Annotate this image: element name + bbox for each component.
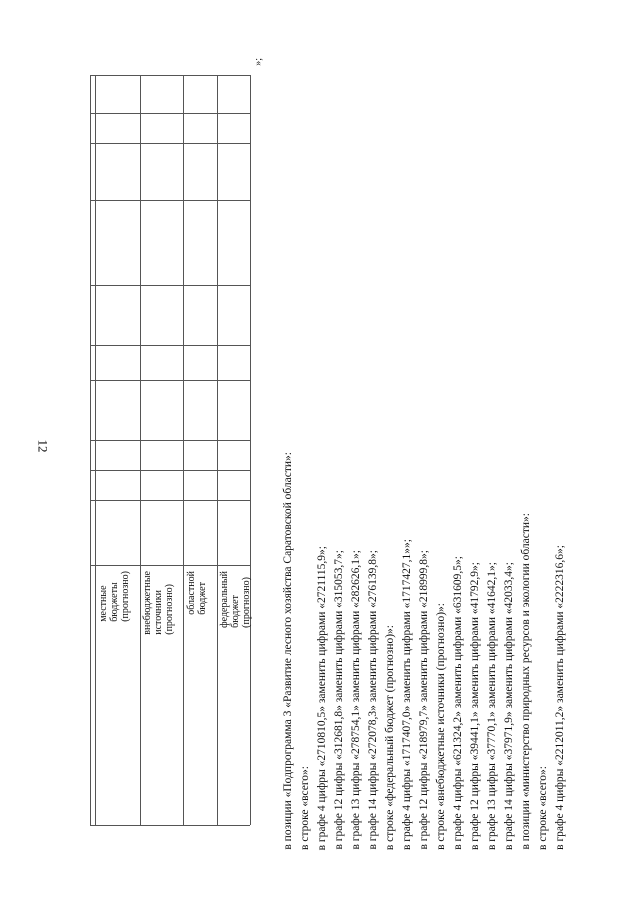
table-grid-line xyxy=(90,440,250,441)
table-border-bottom xyxy=(90,825,250,826)
table-grid-line xyxy=(95,75,96,825)
text-line: в графе 12 цифры «218979,7» заменить цифрами «218999,8»; xyxy=(418,550,430,850)
table-border-top xyxy=(90,75,250,76)
text-line: в графе 4 цифры «1717407,0» заменить цифрами «1717427,1»»; xyxy=(401,538,413,850)
table-grid-line xyxy=(90,500,250,501)
table-grid-line xyxy=(183,75,184,825)
page-number: 12 xyxy=(35,439,51,453)
row-label-federal-budget: федеральный бюджет (прогнозно) xyxy=(219,571,252,628)
table-border-left xyxy=(90,75,91,825)
text-line: в строке «внебюджетные источники (прогнозно)»: xyxy=(435,603,447,850)
text-line: в строке «федеральный бюджет (прогнозно)»: xyxy=(384,624,396,850)
text-line: в позиции «Подпрограмма 3 «Развитие лесного хозяйства Саратовской области»: xyxy=(282,452,294,850)
table-border-right xyxy=(250,75,251,825)
table-grid-line xyxy=(90,565,250,566)
table-grid-line xyxy=(90,113,250,114)
text-line: в графе 12 цифры «312681,8» заменить цифрами «315053,7»; xyxy=(333,550,345,850)
table-grid-line xyxy=(90,380,250,381)
text-line: в строке «всего»: xyxy=(537,766,549,850)
text-line: в графе 4 цифры «2212011,2» заменить цифрами «2222316,6»; xyxy=(554,545,566,850)
table-grid-line xyxy=(217,75,218,825)
text-line: в графе 12 цифры «39441,1» заменить цифрами «41792,9»; xyxy=(469,561,481,850)
table-closing-mark: »; xyxy=(253,58,264,66)
table-grid-line xyxy=(90,143,250,144)
text-line: в графе 13 цифры «278754,1» заменить цифрами «282626,1»; xyxy=(350,550,362,850)
text-line: в строке «всего»: xyxy=(299,766,311,850)
text-line: в графе 4 цифры «621324,2» заменить цифрами «631609,5»; xyxy=(452,556,464,850)
row-label-extrabudgetary: внебюджетные источники (прогнозно) xyxy=(142,571,175,635)
text-line: в графе 13 цифры «37770,1» заменить цифрами «41642,1»; xyxy=(486,561,498,850)
row-label-regional-budget: областной бюджет xyxy=(186,571,208,615)
text-line: в графе 14 цифры «272078,3» заменить цифрами «276139,8»; xyxy=(367,550,379,850)
row-label-local-budgets: местные бюджеты (прогнозно) xyxy=(98,571,131,622)
table-grid-line xyxy=(90,200,250,201)
table-grid-line xyxy=(90,345,250,346)
amendment-text xyxy=(282,250,582,850)
budget-table xyxy=(90,75,250,825)
text-line: в графе 14 цифры «37971,9» заменить цифрами «42033,4»; xyxy=(503,561,515,850)
table-grid-line xyxy=(140,75,141,825)
text-line: в позиции «министерство природных ресурсов и экологии области»: xyxy=(520,513,532,850)
table-grid-line xyxy=(90,285,250,286)
table-grid-line xyxy=(90,470,250,471)
text-line: в графе 4 цифры «2710810,5» заменить цифрами «2721115,9»; xyxy=(316,545,328,850)
